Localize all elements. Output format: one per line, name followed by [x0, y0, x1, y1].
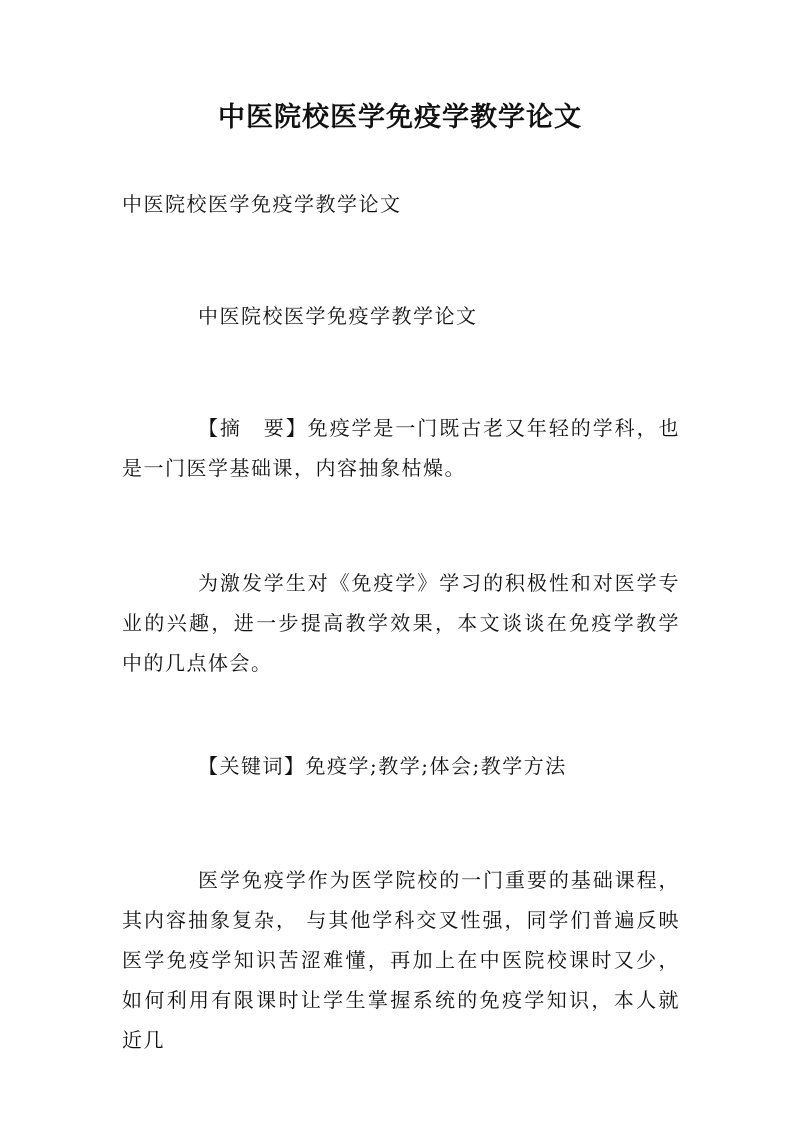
paragraph-abstract: 【摘 要】免疫学是一门既古老又年轻的学科，也是一门医学基础课，内容抽象枯燥。	[122, 416, 680, 480]
paragraph-keywords: 【关键词】免疫学;教学;体会;教学方法	[198, 754, 567, 778]
document-title: 中医院校医学免疫学教学论文	[218, 102, 582, 133]
paragraph-body: 医学免疫学作为医学院校的一门重要的基础课程，其内容抽象复杂， 与其他学科交叉性强，同学们普遍反映医学免疫学知识苦涩难懂，再加上在中医院校课时又少，如何利用有限课时让学生掌握系统的免疫学知识，本人就近几	[122, 868, 680, 1052]
paragraph-subtitle-indented: 中医院校医学免疫学教学论文	[198, 304, 478, 328]
paragraph-abstract-continued: 为激发学生对《免疫学》学习的积极性和对医学专业的兴趣，进一步提高教学效果，本文谈谈在免疫学教学中的几点体会。	[122, 571, 680, 675]
paragraph-subtitle: 中医院校医学免疫学教学论文	[122, 192, 402, 216]
